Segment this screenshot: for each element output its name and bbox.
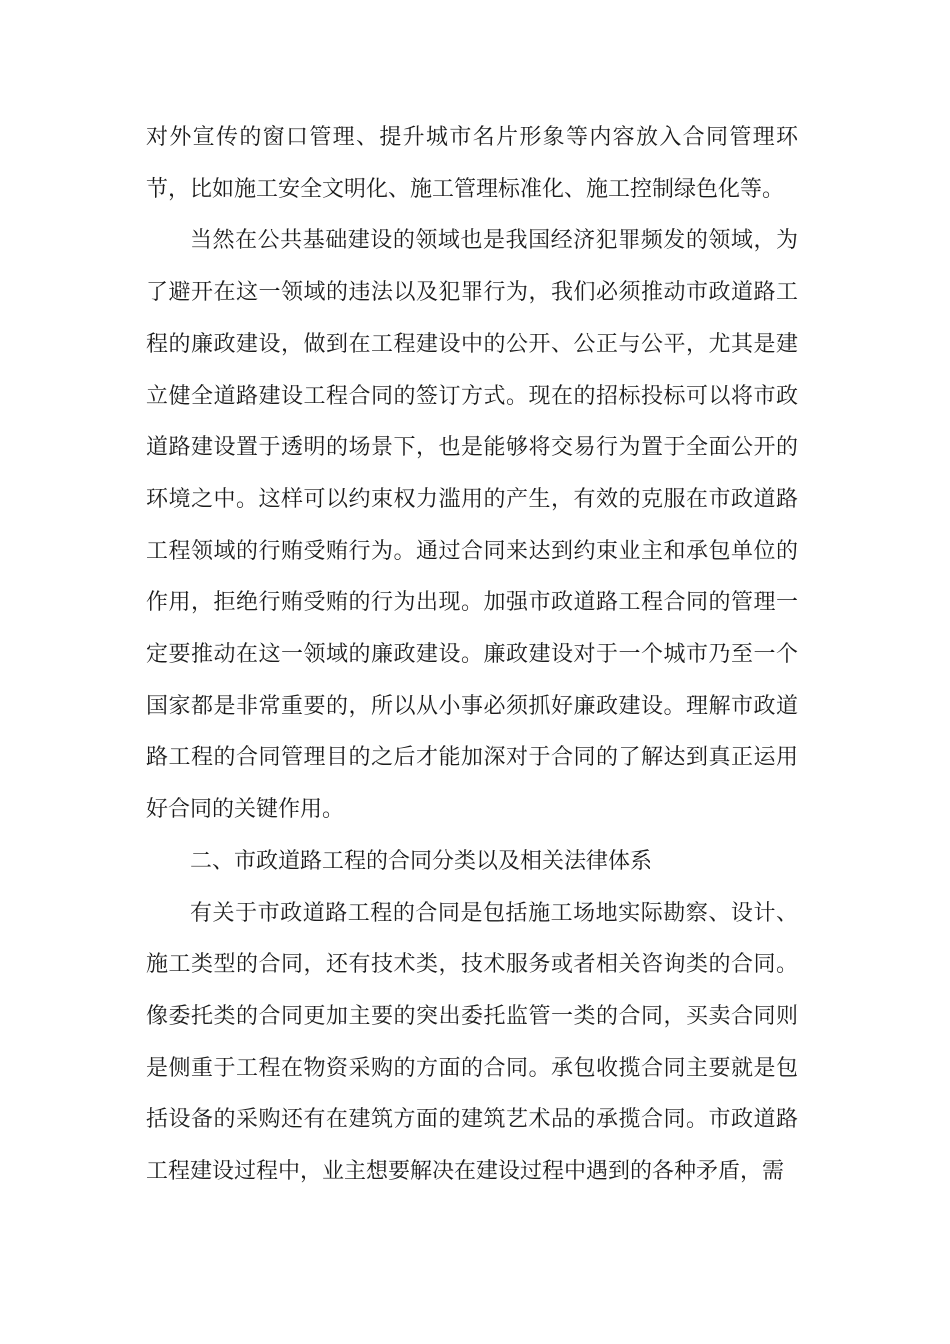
paragraph-contract-types: 有关于市政道路工程的合同是包括施工场地实际勘察、设计、施工类型的合同，还有技术类，技术服务或者相关咨询类的合同。像委托类的合同更加主要的突出委托监管一类的合同，买卖合同则是侧重于工程在物资采购的方面的合同。承包收揽合同主要就是包括设备的采购还有在建筑方面的建筑艺术品的承揽合同。市政道路工程建设过程中，业主想要解决在建设过程中遇到的各种矛盾，需: [146, 900, 798, 1185]
document-body: [146, 112, 798, 1198]
section-heading: 二、市政道路工程的合同分类以及相关法律体系: [190, 848, 653, 874]
paragraph-integrity-construction: 当然在公共基础建设的领域也是我国经济犯罪频发的领域，为了避开在这一领域的违法以及犯罪行为，我们必须推动市政道路工程的廉政建设，做到在工程建设中的公开、公正与公平，尤其是建立健全道路建设工程合同的签订方式。现在的招标投标可以将市政道路建设置于透明的场景下，也是能够将交易行为置于全面公开的环境之中。这样可以约束权力滥用的产生，有效的克服在市政道路工程领域的行贿受贿行为。通过合同来达到约束业主和承包单位的作用，拒绝行贿受贿的行为出现。加强市政道路工程合同的管理一定要推动在这一领域的廉政建设。廉政建设对于一个城市乃至一个国家都是非常重要的，所以从小事必须抓好廉政建设。理解市政道路工程的合同管理目的之后才能加深对于合同的了解达到真正运用好合同的关键作用。: [146, 228, 798, 823]
paragraph-continuation: 对外宣传的窗口管理、提升城市名片形象等内容放入合同管理环节，比如施工安全文明化、施工管理标准化、施工控制绿色化等。: [146, 125, 798, 202]
